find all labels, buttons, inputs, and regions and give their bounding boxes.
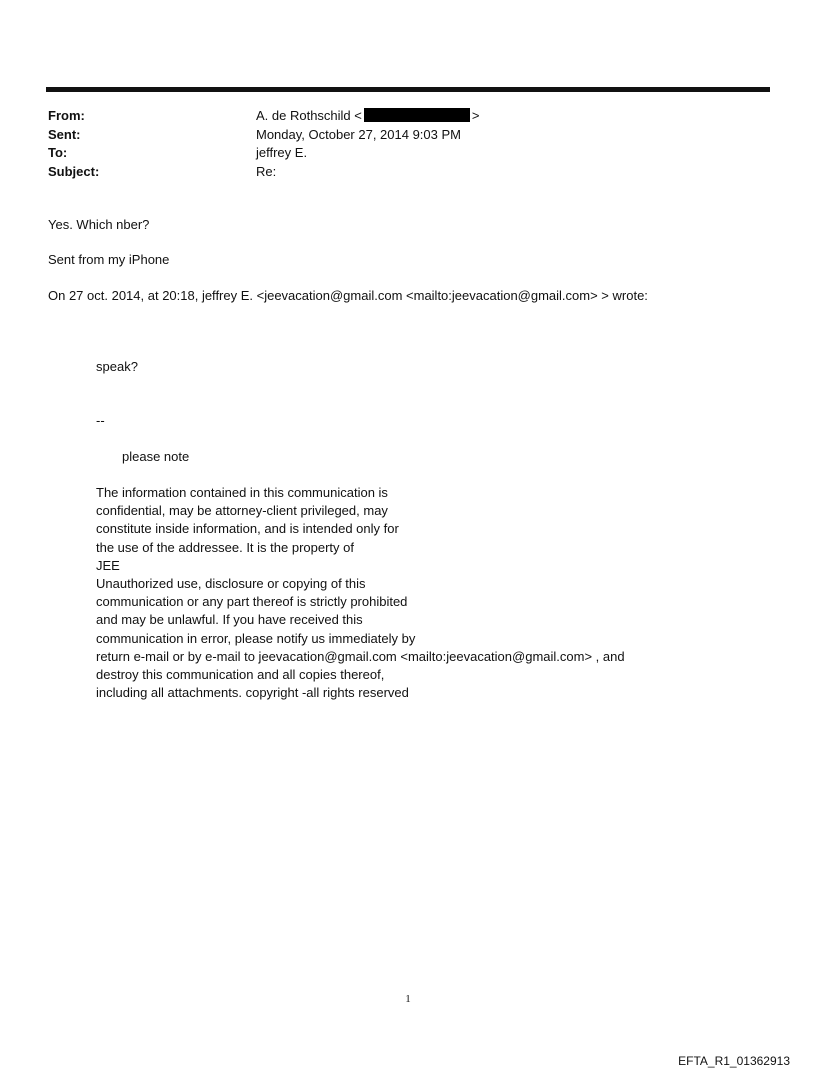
- quote-header: On 27 oct. 2014, at 20:18, jeffrey E. <jeevacation@gmail.com <mailto:jeevacation@gmail.com> > wrote:: [48, 288, 648, 303]
- from-row: [48, 107, 748, 126]
- sent-label: Sent:: [48, 126, 81, 142]
- subject-label: Subject:: [48, 163, 100, 179]
- signature-line: Sent from my iPhone: [48, 252, 170, 267]
- from-label: From:: [48, 108, 85, 123]
- email-header: [48, 107, 748, 181]
- disclaimer-line: the use of the addressee. It is the property of: [96, 539, 354, 555]
- disclaimer-line: Unauthorized use, disclosure or copying of this: [96, 576, 366, 592]
- signature-separator: --: [96, 413, 105, 428]
- please-note: please note: [122, 449, 190, 464]
- from-name: A. de Rothschild: [256, 108, 351, 123]
- disclaimer-line: constitute inside information, and is intended only for: [96, 521, 399, 537]
- to-value: jeffrey E.: [256, 145, 308, 160]
- from-bracket-close: >: [471, 108, 480, 123]
- disclaimer-line: confidential, may be attorney-client privileged, may: [96, 503, 388, 519]
- disclaimer-line: return e-mail or by e-mail to jeevacation@gmail.com <mailto:jeevacation@gmail.com> , and: [96, 648, 625, 664]
- subject-row: [48, 163, 748, 182]
- from-value: [256, 107, 748, 126]
- disclaimer-line: JEE: [96, 557, 120, 573]
- subject-value: Re:: [256, 163, 277, 179]
- disclaimer-line: The information contained in this communication is: [96, 485, 388, 500]
- disclaimer-line: destroy this communication and all copies thereof,: [96, 667, 385, 683]
- disclaimer-line: including all attachments. copyright -all rights reserved: [96, 685, 409, 701]
- quoted-message: speak?: [96, 359, 138, 374]
- header-divider: [46, 87, 770, 92]
- to-row: [48, 144, 748, 163]
- sent-row: [48, 126, 748, 145]
- disclaimer-line: communication or any part thereof is strictly prohibited: [96, 594, 408, 610]
- sent-value: Monday, October 27, 2014 9:03 PM: [256, 126, 461, 142]
- to-label: To:: [48, 145, 68, 160]
- disclaimer-line: communication in error, please notify us immediately by: [96, 630, 416, 646]
- redaction-block: [364, 108, 470, 122]
- disclaimer-line: and may be unlawful. If you have received this: [96, 612, 363, 628]
- reply-line: Yes. Which nber?: [48, 217, 150, 232]
- page-number: 1: [405, 993, 411, 1005]
- document-id: EFTA_R1_01362913: [678, 1054, 790, 1068]
- disclaimer-block: [96, 484, 625, 702]
- from-bracket-open: <: [354, 108, 362, 123]
